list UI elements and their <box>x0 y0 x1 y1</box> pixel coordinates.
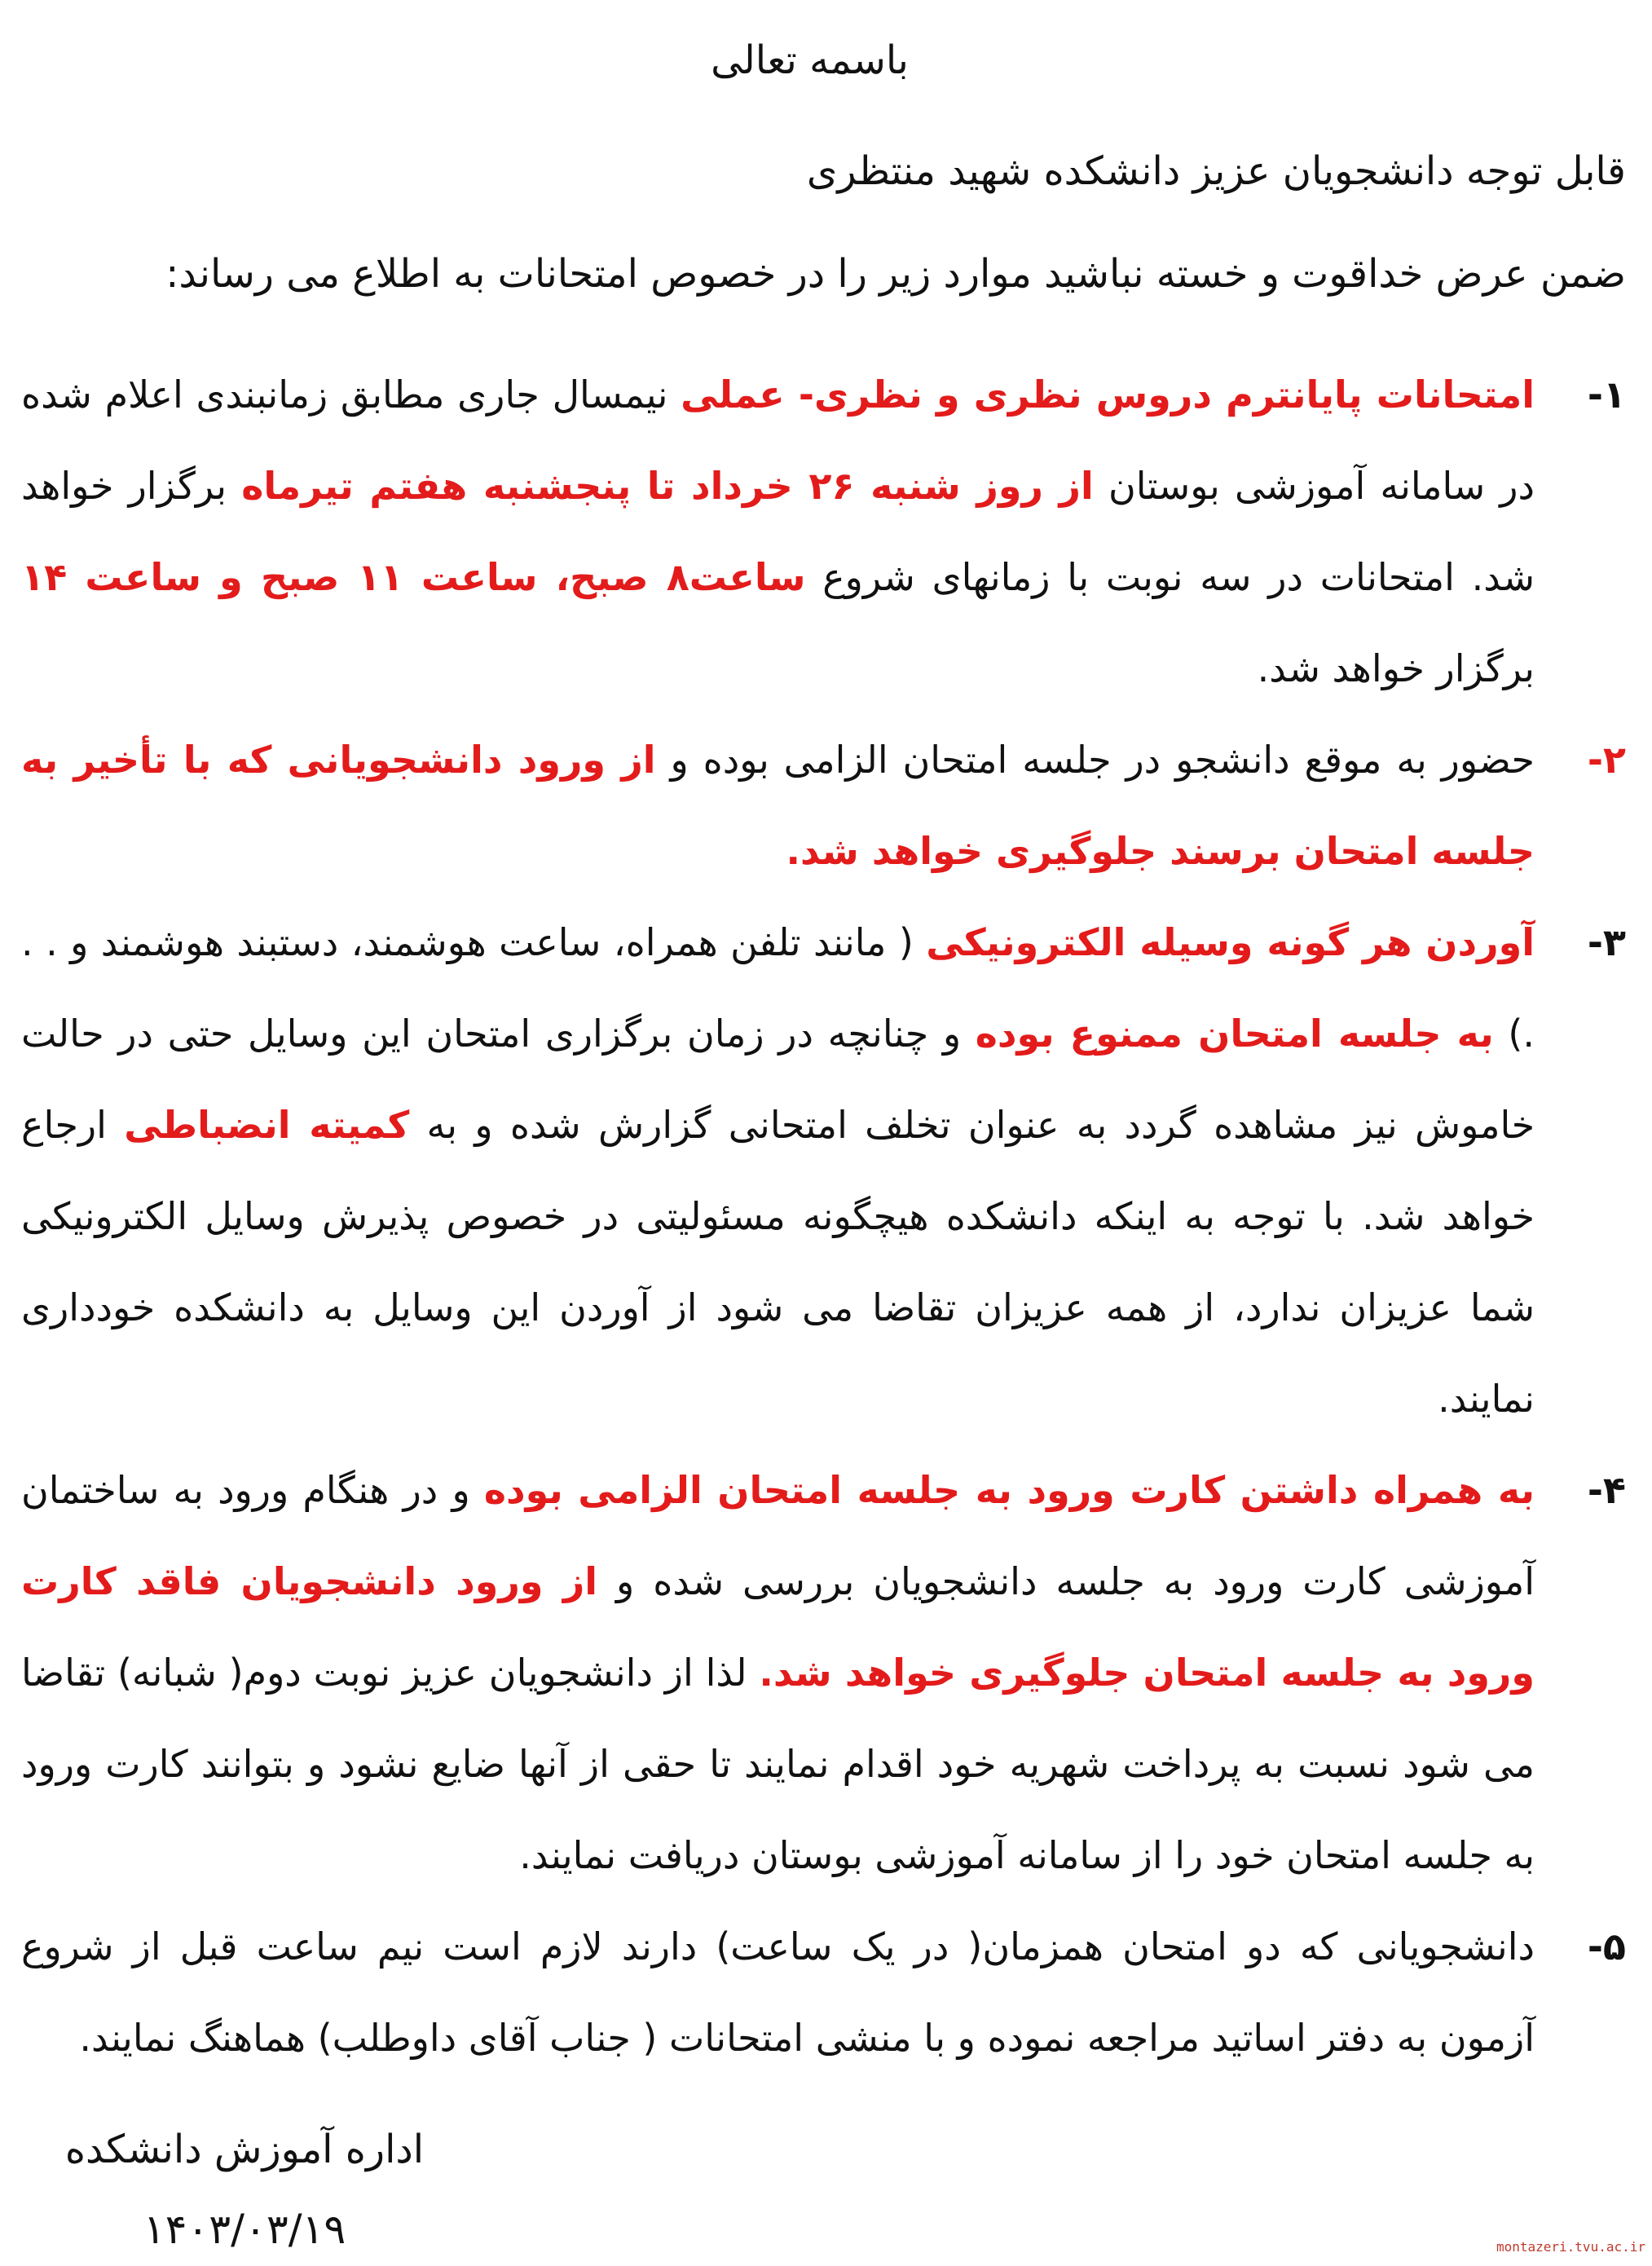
item-number: ۳- <box>1587 920 1626 964</box>
item-text-segment: آوردن هر گونه وسیله الکترونیکی <box>926 920 1535 964</box>
item-text <box>21 1468 1535 1877</box>
item-text-segment: برگزار خواهد شد. امتحانات در سه نوبت با زمانهای شروع <box>21 464 1535 599</box>
item-text-segment: و چنانچه در زمان برگزاری امتحان این وسایل حتی در حالت خاموش نیز مشاهده گردد به عنوان تخلف امتحانی گزارش شده و به <box>21 1012 1535 1147</box>
item-text-segment: از روز شنبه ۲۶ خرداد تا پنجشنبه هفتم تیرماه <box>241 464 1094 508</box>
list-item <box>21 897 1626 1444</box>
list-item <box>21 714 1626 897</box>
signature-office: اداره آموزش دانشکده <box>64 2127 425 2172</box>
greeting-line: قابل توجه دانشجویان عزیز دانشکده شهید منتظری <box>806 148 1626 194</box>
signature-date: ۱۴۰۳/۰۳/۱۹ <box>143 2206 346 2253</box>
item-text-segment: ارجاع خواهد شد. با توجه به اینکه دانشکده هیچگونه مسئولیتی در خصوص پذیرش وسایل الکترونیکی شما عزیزان ندارد، از همه عزیزان تقاضا می شود از آوردن این وسایل به دانشکده خودداری نمایند. <box>21 1103 1535 1421</box>
item-text-segment: از ورود دانشجویانی که با تأخیر به جلسه امتحان برسند جلوگیری خواهد شد. <box>21 738 1535 873</box>
item-text-segment: کمیته انضباطی <box>124 1103 410 1147</box>
item-number: ۵- <box>1587 1924 1626 1968</box>
item-text <box>21 738 1535 873</box>
announcement-list <box>21 349 1626 2083</box>
document-heading: باسمه تعالی <box>711 37 909 83</box>
item-text <box>21 920 1535 1421</box>
item-number: ۲- <box>1587 738 1626 782</box>
item-text-segment: به جلسه امتحان ممنوع بوده <box>975 1012 1494 1056</box>
item-text-segment: حضور به موقع دانشجو در جلسه امتحان الزامی بوده و <box>655 738 1535 782</box>
item-text-segment: برگزار خواهد شد. <box>1257 646 1535 690</box>
intro-line: ضمن عرض خداقوت و خسته نباشید موارد زیر را در خصوص امتحانات به اطلاع می رساند: <box>165 251 1626 297</box>
item-number: ۱- <box>1587 373 1626 417</box>
item-text-segment: از ورود دانشجویان فاقد کارت ورود به جلسه امتحان جلوگیری خواهد شد. <box>21 1559 1535 1695</box>
item-text-segment: و در هنگام ورود به ساختمان آموزشی کارت ورود به جلسه دانشجویان بررسی شده و <box>21 1468 1535 1603</box>
item-text-segment: ( مانند تلفن همراه، ساعت هوشمند، دستبند هوشمند و . . .) <box>21 920 1535 1056</box>
item-text-segment: به همراه داشتن کارت ورود به جلسه امتحان الزامی بوده <box>483 1468 1535 1512</box>
item-text-segment: لذا از دانشجویان عزیز نوبت دوم( شبانه) تقاضا می شود نسبت به پرداخت شهریه خود اقدام نمایند تا حقی از آنها ضایع نشود و بتوانند کارت ورود به جلسه امتحان خود را از سامانه آموزشی بوستان دریافت نمایند. <box>21 1651 1535 1877</box>
list-item <box>21 349 1626 714</box>
item-text-segment: امتحانات پایانترم دروس نظری و نظری- عملی <box>681 373 1535 417</box>
item-text-segment: نیمسال جاری مطابق زمانبندی اعلام شده در سامانه آموزشی بوستان <box>21 373 1535 508</box>
list-item <box>21 1901 1626 2083</box>
list-item <box>21 1444 1626 1901</box>
item-text-segment: ساعت۸ صبح، ساعت ۱۱ صبح و ساعت ۱۴ <box>21 555 806 599</box>
site-watermark: montazeri.tvu.ac.ir <box>1496 2239 1645 2255</box>
item-text-segment: دانشجویانی که دو امتحان همزمان( در یک ساعت) دارند لازم است نیم ساعت قبل از شروع آزمون به دفتر اساتید مراجعه نموده و با منشی امتحانات ( جناب آقای داوطلب) هماهنگ نمایند. <box>21 1924 1535 2060</box>
item-text <box>21 1924 1535 2060</box>
item-number: ۴- <box>1587 1468 1626 1512</box>
item-text <box>21 373 1535 690</box>
